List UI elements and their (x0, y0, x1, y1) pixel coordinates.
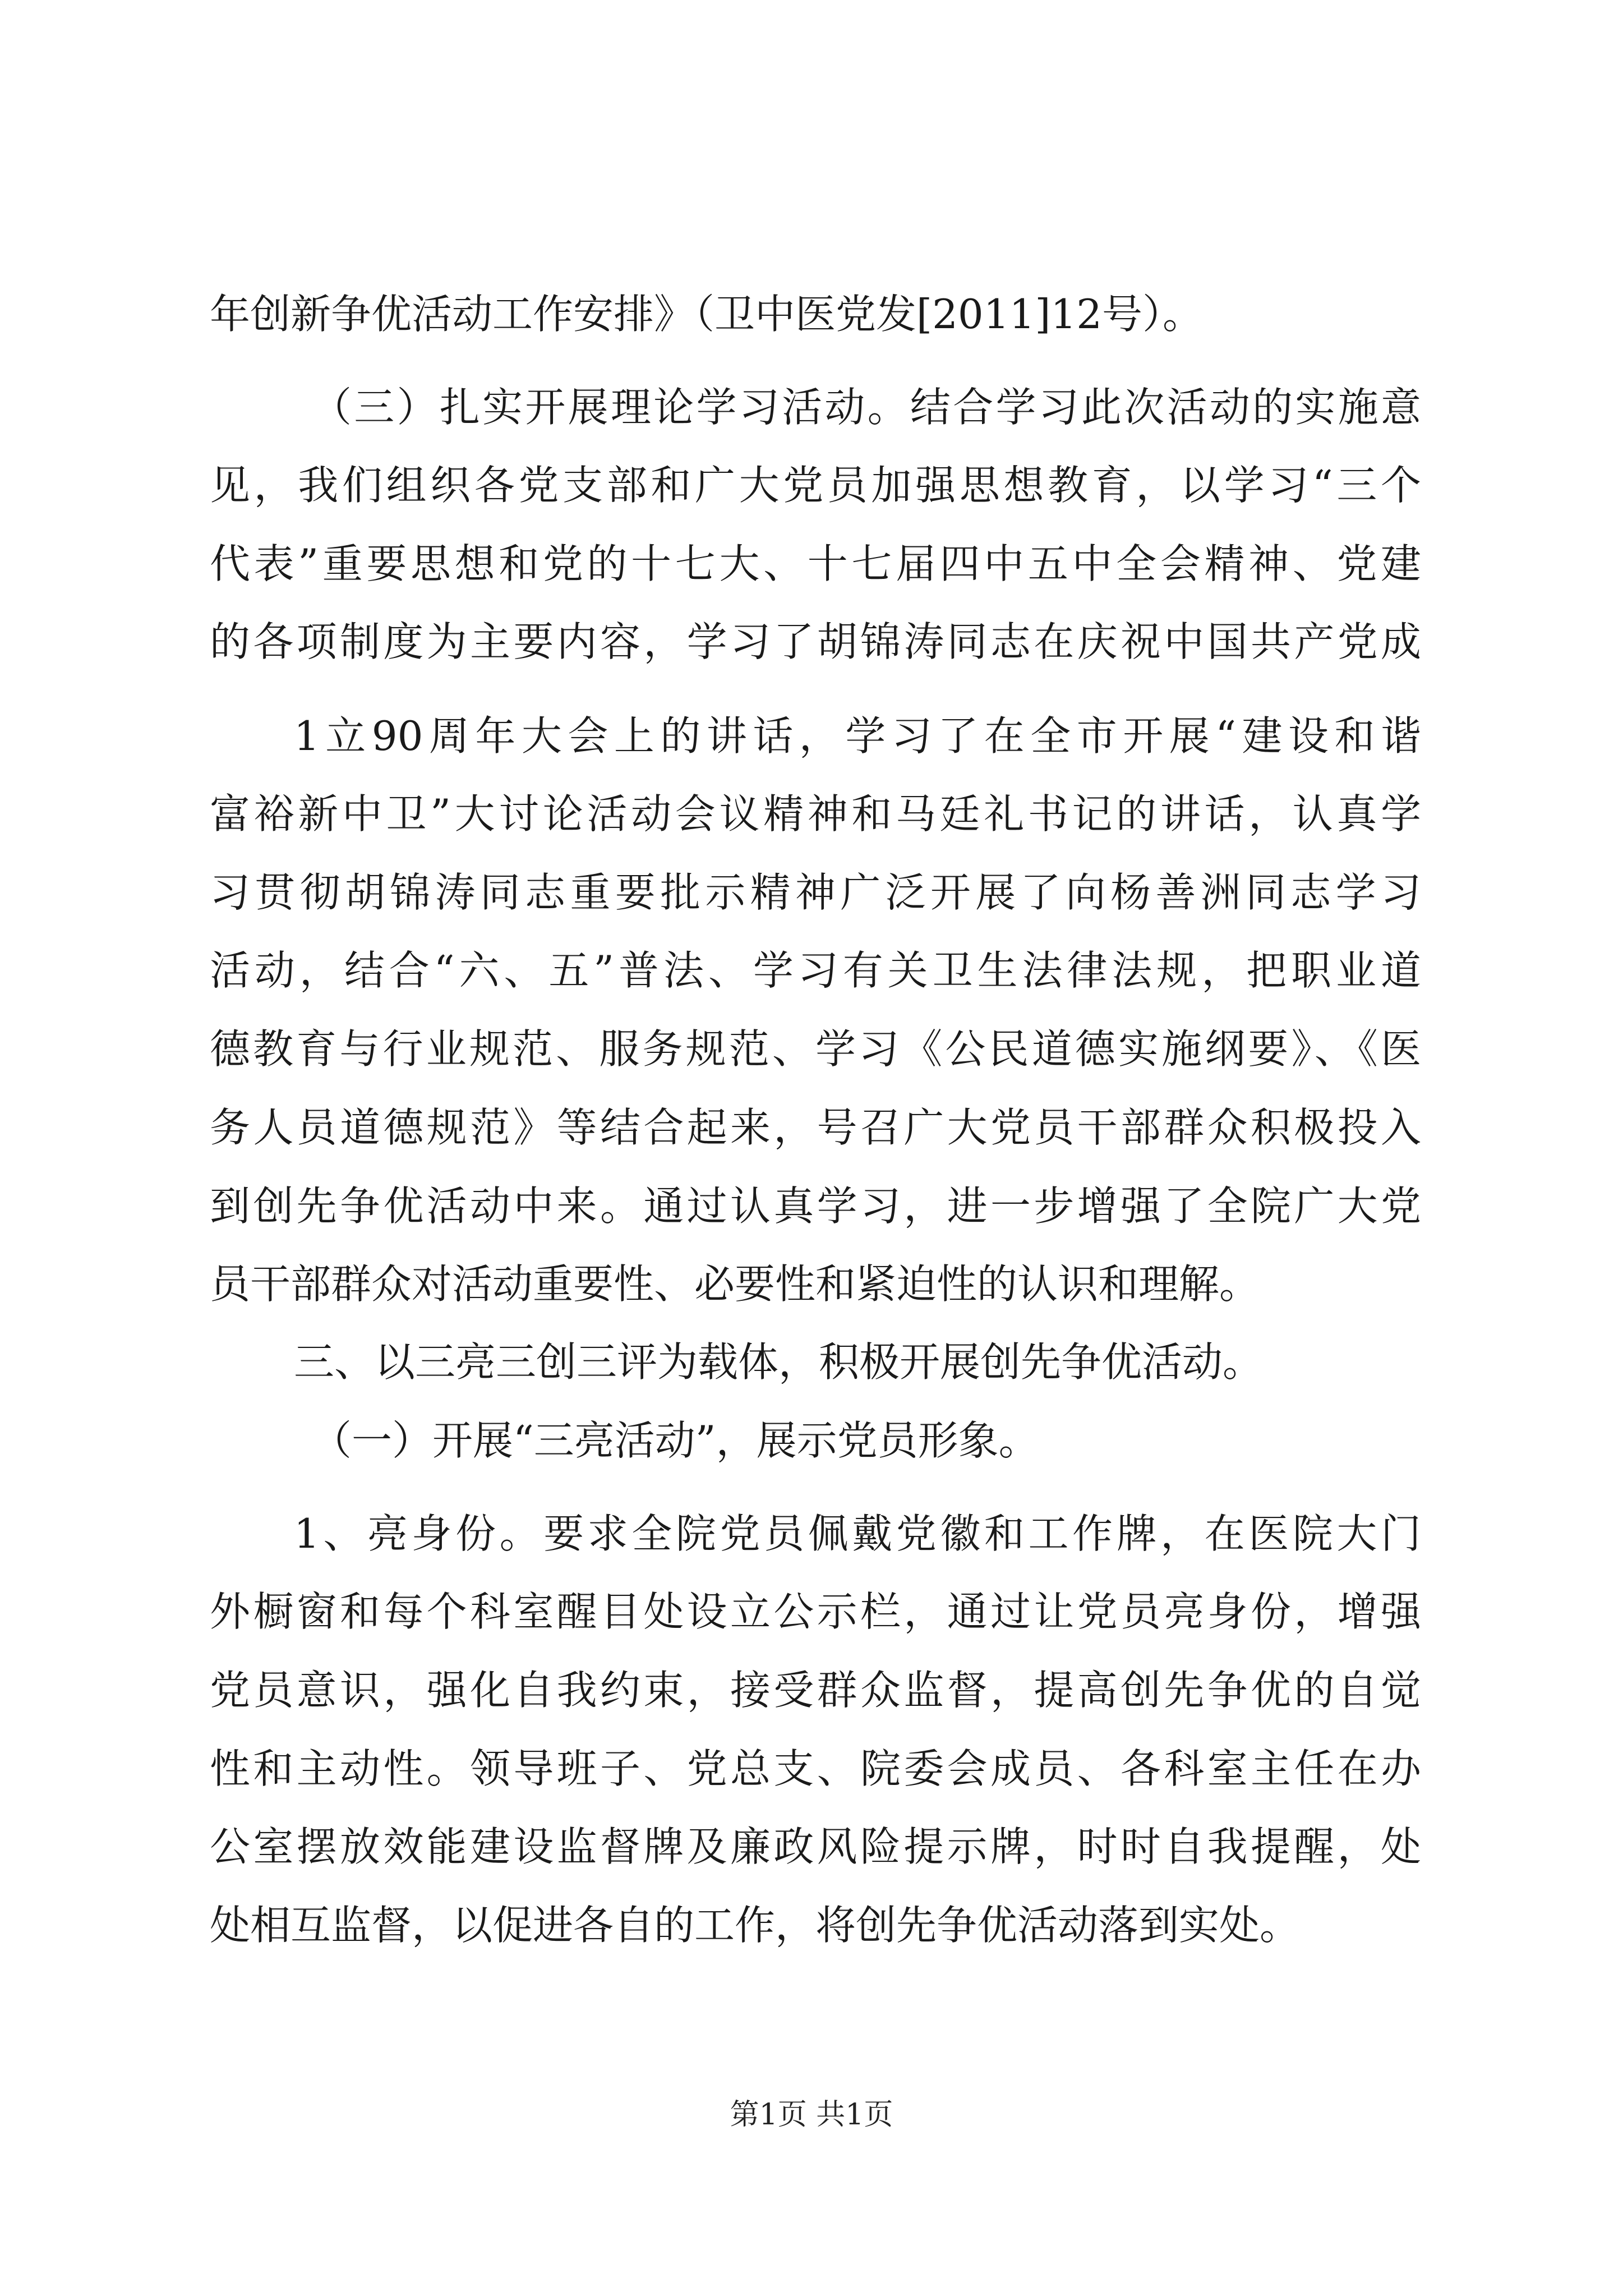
paragraph-line: 性和主动性。领导班子、党总支、院委会成员、各科室主任在办 (210, 1745, 1421, 1792)
paragraph-line: 处相互监督，以促进各自的工作，将创先争优活动落到实处。 (210, 1902, 1301, 1949)
subsection-heading: （一）开展“三亮活动”，展示党员形象。 (311, 1417, 1039, 1464)
paragraph-line: 年创新争优活动工作安排》（卫中医党发[2011]12号）。 (210, 291, 1204, 338)
paragraph-line: 务人员道德规范》等结合起来，号召广大党员干部群众积极投入 (210, 1104, 1421, 1151)
paragraph-line: 代表”重要思想和党的十七大、十七届四中五中全会精神、党建 (210, 540, 1421, 587)
section-heading: 三、以三亮三创三评为载体，积极开展创先争优活动。 (294, 1338, 1264, 1386)
paragraph-line: 外橱窗和每个科室醒目处设立公示栏，通过让党员亮身份，增强 (210, 1588, 1421, 1635)
paragraph-line: 员干部群众对活动重要性、必要性和紧迫性的认识和理解。 (210, 1260, 1260, 1308)
paragraph-line: 党员意识，强化自我约束，接受群众监督，提高创先争优的自觉 (210, 1667, 1421, 1714)
paragraph-line: （三）扎实开展理论学习活动。结合学习此次活动的实施意 (311, 384, 1421, 431)
paragraph-line: 德教育与行业规范、服务规范、学习《公民道德实施纲要》、《医 (210, 1025, 1421, 1073)
paragraph-line: 活动，结合“六、五”普法、学习有关卫生法律法规，把职业道 (210, 947, 1421, 994)
paragraph-line: 习贯彻胡锦涛同志重要批示精神广泛开展了向杨善洲同志学习 (210, 869, 1421, 916)
paragraph-line: 富裕新中卫”大讨论活动会议精神和马廷礼书记的讲话，认真学 (210, 790, 1421, 838)
paragraph-line: 1、亮身份。要求全院党员佩戴党徽和工作牌，在医院大门 (294, 1510, 1421, 1557)
paragraph-line: 1立90周年大会上的讲话，学习了在全市开展“建设和谐 (294, 712, 1421, 760)
paragraph-line: 的各项制度为主要内容，学习了胡锦涛同志在庆祝中国共产党成 (210, 618, 1421, 665)
paragraph-line: 到创先争优活动中来。通过认真学习，进一步增强了全院广大党 (210, 1182, 1421, 1230)
paragraph-line: 公室摆放效能建设监督牌及廉政风险提示牌，时时自我提醒，处 (210, 1823, 1421, 1870)
paragraph-line: 见，我们组织各党支部和广大党员加强思想教育，以学习“三个 (210, 462, 1421, 509)
page-number-footer: 第1页 共1页 (730, 2098, 893, 2132)
